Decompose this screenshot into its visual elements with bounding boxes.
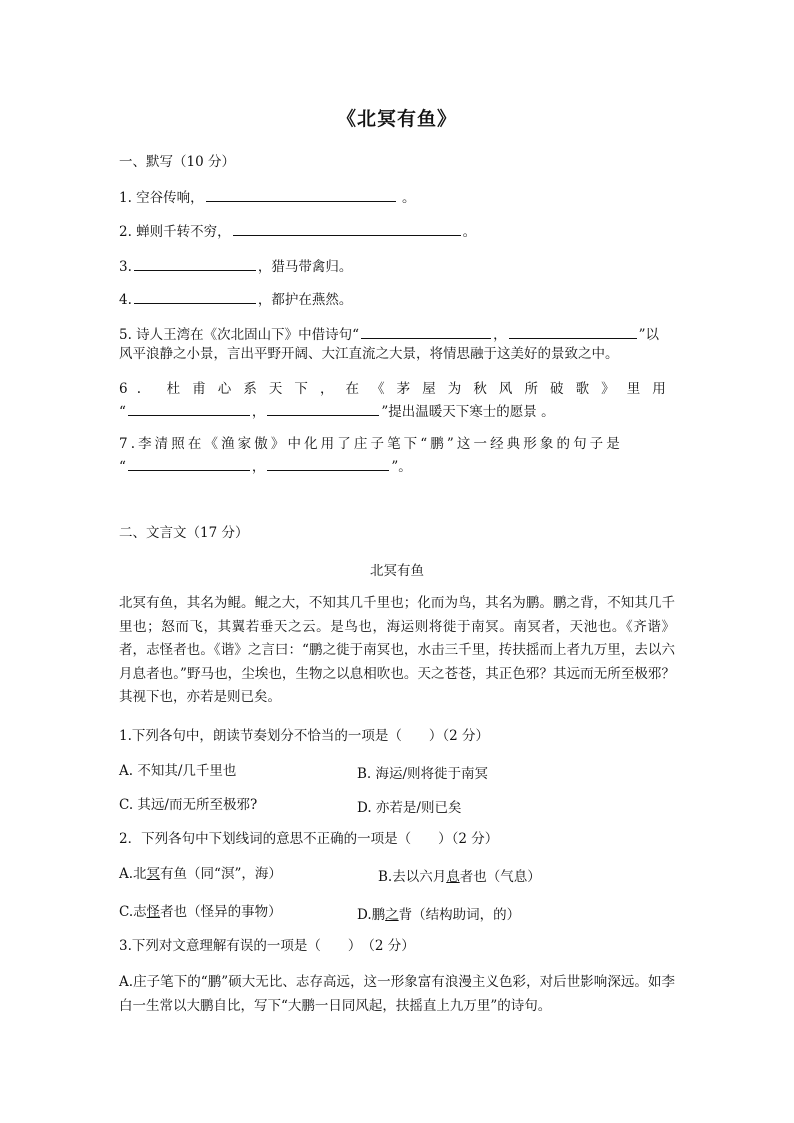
question-6-line2 xyxy=(119,401,555,421)
section1-heading: 一、默写（10 分） xyxy=(119,154,235,170)
answer-blank[interactable] xyxy=(128,456,250,471)
answer-blank[interactable] xyxy=(134,289,256,304)
mc2-stem: 2．下列各句中下划线词的意思不正确的一项是（ ）（2 分） xyxy=(119,831,499,847)
q5-suffix: ”以 xyxy=(638,327,659,343)
passage-title: 北冥有鱼 xyxy=(370,563,424,579)
q6-suffix: ”提出温暖天下寒士的愿景 。 xyxy=(381,404,555,420)
question-5-line1 xyxy=(119,324,659,344)
mc2-c-post: 者也（怪异的事物） xyxy=(160,904,282,920)
mc2-d-underlined: 之 xyxy=(385,907,399,923)
mc2-b-underlined: 息 xyxy=(446,869,460,885)
mc1-option-b: B. 海运/则将徙于南冥 xyxy=(357,766,489,782)
q6-text: 6. 杜甫心系天下，在《茅屋为秋风所破歌》里用 xyxy=(119,381,675,397)
question-3 xyxy=(119,256,352,276)
passage-text: 北冥有鱼，其名为鲲。鲲之大，不知其几千里也；化而为鸟，其名为鹏。鹏之背，不知其几千里也；怒而飞，其翼若垂天之云。是鸟也，海运则将徙于南冥。南冥者，天池也。《齐谐》者，志怪者也。《谐》之言曰：“鹏之徙于南冥也，水击三千里，抟扶摇而上者九万里，去以六月息者也。”野马也，尘埃也，生物之以息相吹也。天之苍苍，其正色邪？其远而无所至极邪？其视下也，亦若是则已矣。 xyxy=(119,595,675,705)
question-7-line2 xyxy=(119,456,412,476)
q7-text: 7.李清照在《渔家傲》中化用了庄子笔下“鹏”这一经典形象的句子是 xyxy=(119,436,623,452)
answer-blank[interactable] xyxy=(233,221,461,236)
mc2-option-b xyxy=(378,865,541,885)
q5-mid: ， xyxy=(493,327,507,343)
q4-prefix: 4. xyxy=(119,292,132,308)
question-5-line2: 风平浪静之小景，言出平野开阔、大江直流之大景，将情思融于这美好的景致之中。 xyxy=(119,346,619,362)
mc2-option-a xyxy=(119,865,282,883)
mc1-option-c: C. 其远/而无所至极邪? xyxy=(119,797,258,813)
question-6-line1 xyxy=(119,380,675,398)
q1-prefix: 1. 空谷传响， xyxy=(119,190,204,206)
q1-suffix: 。 xyxy=(397,190,416,206)
answer-blank[interactable] xyxy=(509,324,637,339)
mc1-stem: 1.下列各句中，朗读节奏划分不恰当的一项是（ ）（2 分） xyxy=(119,728,490,744)
mc3-option-a: A.庄子笔下的“鹏”硕大无比、志存高远，这一形象富有浪漫主义色彩，对后世影响深远。如李白一生常以大鹏自比，写下“大鹏一日同风起，扶摇直上九万里”的诗句。 xyxy=(119,974,675,1014)
q6-mid: ， xyxy=(251,404,266,420)
answer-blank[interactable] xyxy=(267,456,389,471)
question-7-line1 xyxy=(119,435,623,453)
answer-blank[interactable] xyxy=(128,401,250,416)
mc2-a-post: 有鱼（同“溟”，海） xyxy=(160,866,282,882)
q3-prefix: 3. xyxy=(119,259,132,275)
q2-suffix: 。 xyxy=(462,224,477,240)
q6-open-quote: “ xyxy=(119,404,126,420)
mc2-d-pre: D.鹏 xyxy=(357,907,386,923)
mc2-b-post: 者也（气息） xyxy=(459,869,541,885)
q7-mid: ， xyxy=(251,459,266,475)
answer-blank[interactable] xyxy=(134,256,256,271)
mc2-option-c xyxy=(119,903,282,921)
mc2-b-pre: B.去以六月 xyxy=(378,869,447,885)
answer-blank[interactable] xyxy=(267,401,379,416)
page-title: 《北冥有鱼》 xyxy=(336,108,457,130)
q2-prefix: 2. 蝉则千转不穷， xyxy=(119,224,231,240)
q7-suffix: ”。 xyxy=(391,459,412,475)
mc2-a-pre: A.北 xyxy=(119,866,147,882)
mc3-stem: 3.下列对文意理解有误的一项是（ ） （2 分） xyxy=(119,938,415,954)
question-4 xyxy=(119,289,352,309)
section2-heading: 二、文言文（17 分） xyxy=(119,525,249,541)
mc2-c-pre: C.志 xyxy=(119,904,147,920)
q7-open-quote: “ xyxy=(119,459,126,475)
mc2-d-post: 背（结构助词，的） xyxy=(398,907,521,923)
q4-suffix: ，都护在燕然。 xyxy=(257,292,353,308)
answer-blank[interactable] xyxy=(206,187,396,202)
mc2-a-underlined: 冥 xyxy=(146,866,161,882)
mc2-option-d xyxy=(357,903,520,923)
mc2-c-underlined: 怪 xyxy=(146,904,161,920)
q5-prefix: 5. 诗人王湾在《次北固山下》中借诗句“ xyxy=(119,327,360,343)
question-1 xyxy=(119,187,415,207)
answer-blank[interactable] xyxy=(361,324,491,339)
mc1-option-a: A. 不知其/几千里也 xyxy=(119,763,237,779)
question-2 xyxy=(119,221,476,241)
q3-suffix: ，猎马带禽归。 xyxy=(257,259,353,275)
mc1-option-d: D. 亦若是/则已矣 xyxy=(357,800,462,816)
